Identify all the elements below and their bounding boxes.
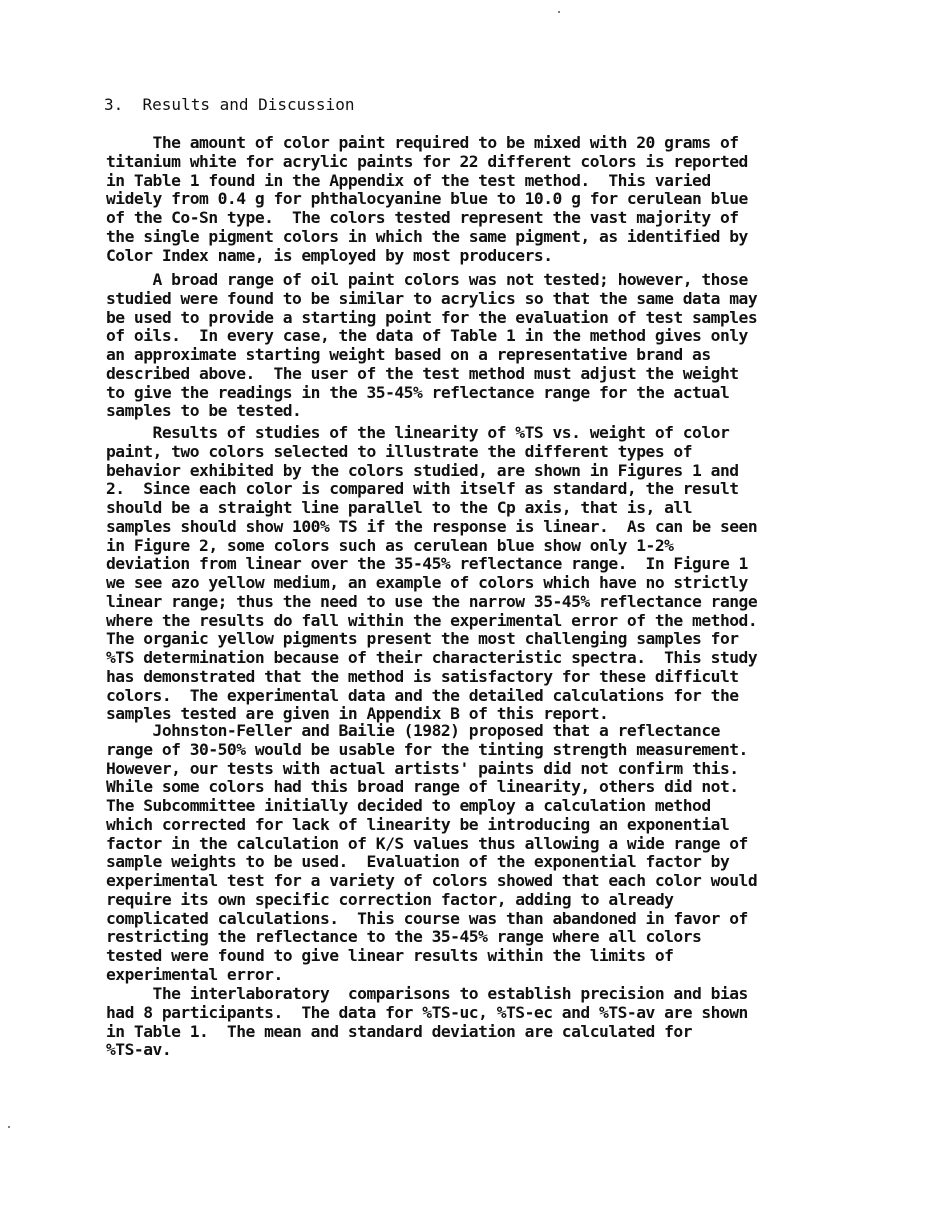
text-line: in Table 1. The mean and standard deviation are calculated for [106, 1021, 693, 1041]
text-line: widely from 0.4 g for phthalocyanine blue to 10.0 g for cerulean blue [106, 189, 748, 209]
text-line: of the Co-Sn type. The colors tested represent the vast majority of [106, 208, 739, 227]
text-line: paint, two colors selected to illustrate the different types of [106, 441, 693, 461]
text-line: colors. The experimental data and the detailed calculations for the [106, 685, 739, 705]
text-line: which corrected for lack of linearity be introducing an exponential [106, 814, 730, 834]
text-line: described above. The user of the test method must adjust the weight [106, 363, 739, 383]
text-line: The interlaboratory comparisons to establish precision and bias [106, 984, 748, 1003]
paragraph-3 [106, 424, 757, 724]
text-line: we see azo yellow medium, an example of colors which have no strictly [106, 573, 748, 592]
text-line: had 8 participants. The data for %TS-uc, %TS-ec and %TS-av are shown [106, 1002, 748, 1022]
text-line: %TS-av. [106, 1040, 172, 1060]
text-line: samples to be tested. [106, 401, 302, 421]
text-line: %TS determination because of their characteristic spectra. This study [106, 648, 758, 667]
text-line: A broad range of oil paint colors was not tested; however, those [106, 270, 748, 289]
text-line: While some colors had this broad range of linearity, others did not. [106, 777, 739, 797]
text-line: require its own specific correction factor, adding to already [106, 889, 674, 909]
text-line: experimental test for a variety of colors showed that each color would [106, 871, 758, 890]
scan-speck [558, 11, 560, 13]
scan-speck [8, 1126, 10, 1128]
text-line: samples should show 100% TS if the response is linear. As can be seen [106, 516, 758, 536]
text-line: experimental error. [106, 964, 283, 984]
paragraph-1 [106, 134, 748, 265]
text-line: to give the readings in the 35-45% reflectance range for the actual [106, 382, 730, 402]
text-line: restricting the reflectance to the 35-45% range where all colors [106, 927, 702, 947]
paragraph-5 [106, 985, 748, 1060]
text-line: complicated calculations. This course was than abandoned in favor of [106, 908, 748, 928]
section-number: 3. [104, 95, 124, 114]
text-line: However, our tests with actual artists' paints did not confirm this. [106, 758, 739, 778]
text-line: be used to provide a starting point for the evaluation of test samples [106, 307, 758, 327]
section-title: Results and Discussion [142, 95, 355, 114]
text-line: an approximate starting weight based on a representative brand as [106, 345, 711, 364]
text-line: in Table 1 found in the Appendix of the test method. This varied [106, 170, 711, 190]
paragraph-2 [106, 271, 757, 421]
text-line: range of 30-50% would be usable for the tinting strength measurement. [106, 739, 748, 759]
text-line: factor in the calculation of K/S values thus allowing a wide range of [106, 833, 748, 853]
section-heading [104, 96, 354, 114]
text-line: The amount of color paint required to be mixed with 20 grams of [106, 133, 739, 152]
text-line: in Figure 2, some colors such as cerulean blue show only 1-2% [106, 535, 674, 555]
text-line: 2. Since each color is compared with itself as standard, the result [106, 479, 739, 499]
text-line: should be a straight line parallel to the Cp axis, that is, all [106, 498, 693, 517]
text-line: behavior exhibited by the colors studied, are shown in Figures 1 and [106, 460, 739, 480]
text-line: tested were found to give linear results within the limits of [106, 946, 674, 965]
text-line: titanium white for acrylic paints for 22 different colors is reported [106, 151, 748, 171]
text-line: where the results do fall within the experimental error of the method. [106, 610, 758, 630]
text-line: linear range; thus the need to use the narrow 35-45% reflectance range [106, 591, 758, 611]
text-line: sample weights to be used. Evaluation of the exponential factor by [106, 852, 730, 872]
text-line: Results of studies of the linearity of %TS vs. weight of color [106, 423, 730, 442]
text-line: Color Index name, is employed by most producers. [106, 245, 553, 265]
text-line: of oils. In every case, the data of Table 1 in the method gives only [106, 326, 748, 346]
text-line: Johnston-Feller and Bailie (1982) proposed that a reflectance [106, 721, 720, 740]
text-line: The Subcommittee initially decided to employ a calculation method [106, 796, 711, 815]
text-line: has demonstrated that the method is satisfactory for these difficult [106, 666, 739, 686]
paragraph-4 [106, 722, 757, 985]
text-line: samples tested are given in Appendix B of this report. [106, 704, 609, 724]
text-line: studied were found to be similar to acrylics so that the same data may [106, 288, 758, 308]
text-line: The organic yellow pigments present the most challenging samples for [106, 629, 739, 649]
text-line: deviation from linear over the 35-45% reflectance range. In Figure 1 [106, 554, 748, 574]
text-line: the single pigment colors in which the same pigment, as identified by [106, 226, 748, 246]
